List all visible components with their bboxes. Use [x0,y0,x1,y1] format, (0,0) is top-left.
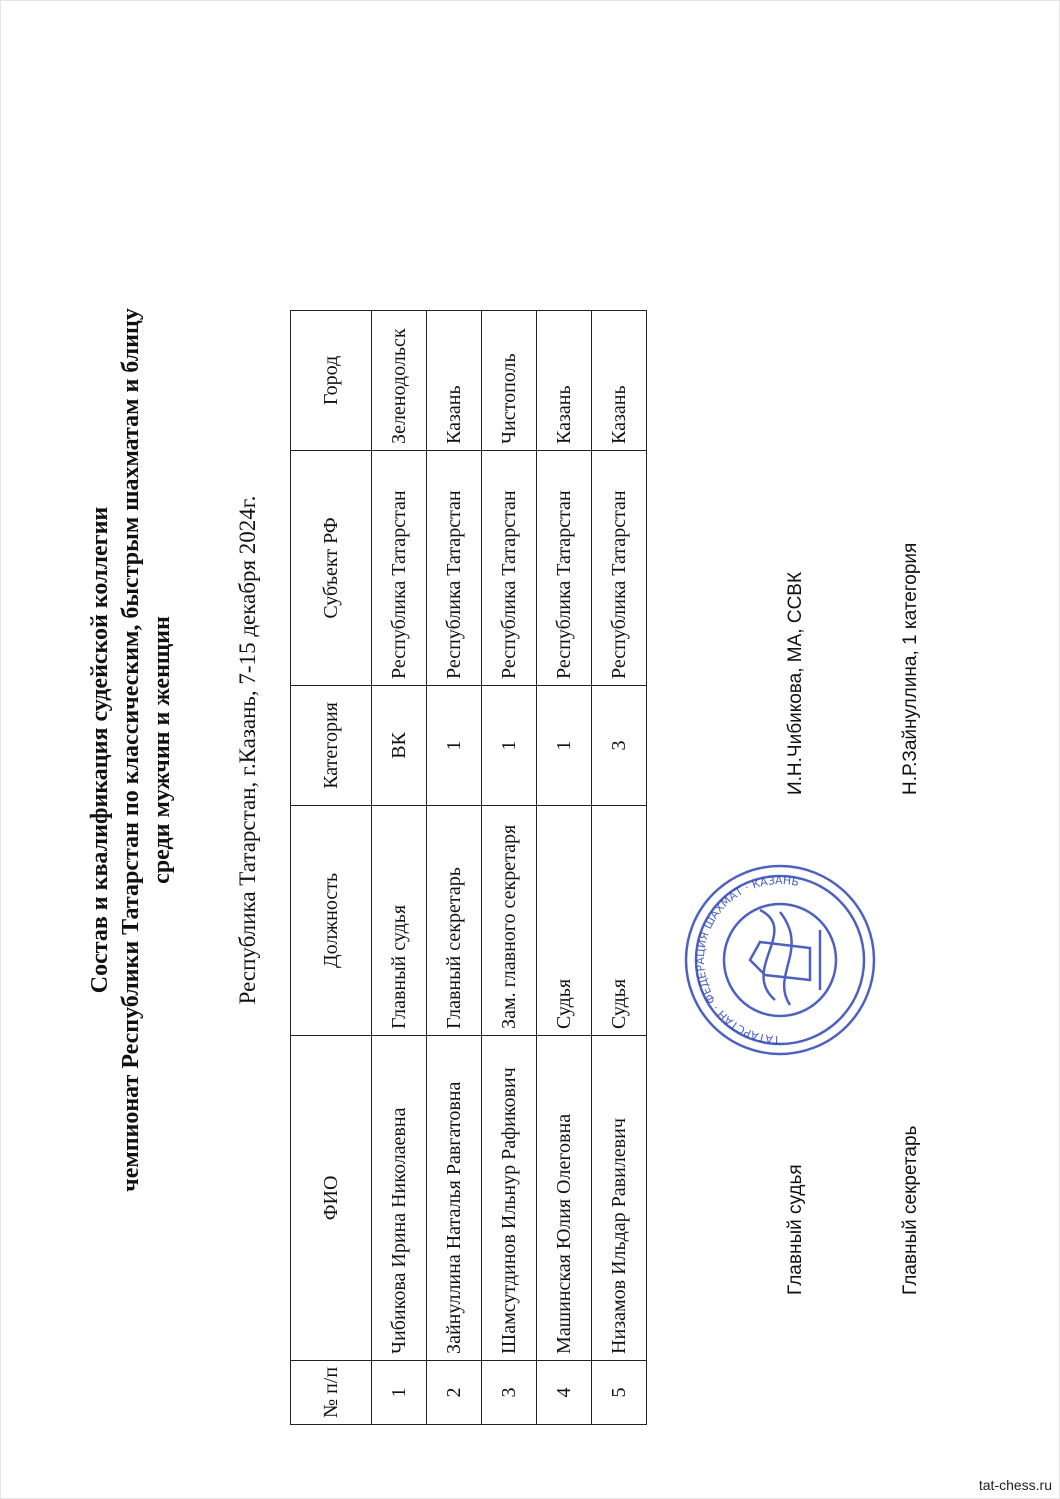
table-header [291,310,372,1424]
cell-category: 1 [482,685,537,805]
cell-region: Республика Татарстан [592,450,647,685]
cell-num: 1 [372,1360,427,1424]
title-line-1: Состав и квалификация судейской коллегии [87,506,113,994]
cell-num: 4 [537,1360,592,1424]
cell-position: Судья [537,805,592,1035]
cell-category: 3 [592,685,647,805]
judges-table [290,310,647,1425]
cell-city: Чистополь [482,310,537,450]
cell-fio: Низамов Ильдар Равилевич [592,1035,647,1360]
cell-region: Республика Татарстан [427,450,482,685]
cell-fio: Зайнуллина Наталья Равгатовна [427,1035,482,1360]
document-subtitle: Республика Татарстан, г.Казань, 7-15 декабря 2024г. [235,495,260,1005]
cell-position: Зам. главного секретаря [482,805,537,1035]
cell-category: 1 [427,685,482,805]
document-title [85,40,178,1460]
table-row [427,310,482,1424]
cell-region: Республика Татарстан [537,450,592,685]
chief-secretary-label: Главный секретарь [900,1125,921,1295]
title-line-3: среди мужчин и женщин [149,616,175,884]
cell-position: Судья [592,805,647,1035]
cell-position: Главный судья [372,805,427,1035]
chief-secretary-name: Н.Р.Зайнуллина, 1 категория [900,542,921,795]
table-row [372,310,427,1424]
cell-fio: Чибикова Ирина Николаевна [372,1035,427,1360]
cell-region: Республика Татарстан [482,450,537,685]
cell-fio: Машинская Юлия Олеговна [537,1035,592,1360]
header-fio: ФИО [291,1035,372,1360]
cell-region: Республика Татарстан [372,450,427,685]
cell-fio: Шамсутдинов Ильнур Рафикович [482,1035,537,1360]
cell-num: 3 [482,1360,537,1424]
rotated-content [30,40,1030,1460]
cell-num: 2 [427,1360,482,1424]
svg-text:ТАТАРСТАН · ФЕДЕРАЦИЯ ШАХМАТ ·: ТАТАРСТАН · ФЕДЕРАЦИЯ ШАХМАТ · КАЗАНЬ [693,873,801,1047]
header-region: Субъект РФ [291,450,372,685]
table-row [482,310,537,1424]
chief-judge-name: И.Н.Чибикова, МА, ССВК [785,571,806,795]
seal-stamp-icon [680,860,880,1060]
cell-category: ВК [372,685,427,805]
header-city: Город [291,310,372,450]
chief-judge-label: Главный судья [785,1164,806,1295]
cell-city: Казань [592,310,647,450]
site-watermark: tat-chess.ru [978,1477,1052,1493]
header-num: № п/п [291,1360,372,1424]
table-body [372,310,647,1424]
cell-city: Зеленодольск [372,310,427,450]
cell-category: 1 [537,685,592,805]
cell-num: 5 [592,1360,647,1424]
title-line-2: чемпионат Республики Татарстан по классическим, быстрым шахматам и блицу [118,308,144,1192]
table-row [537,310,592,1424]
header-category: Категория [291,685,372,805]
cell-city: Казань [427,310,482,450]
cell-city: Казань [537,310,592,450]
cell-position: Главный секретарь [427,805,482,1035]
header-position: Должность [291,805,372,1035]
table-row [592,310,647,1424]
